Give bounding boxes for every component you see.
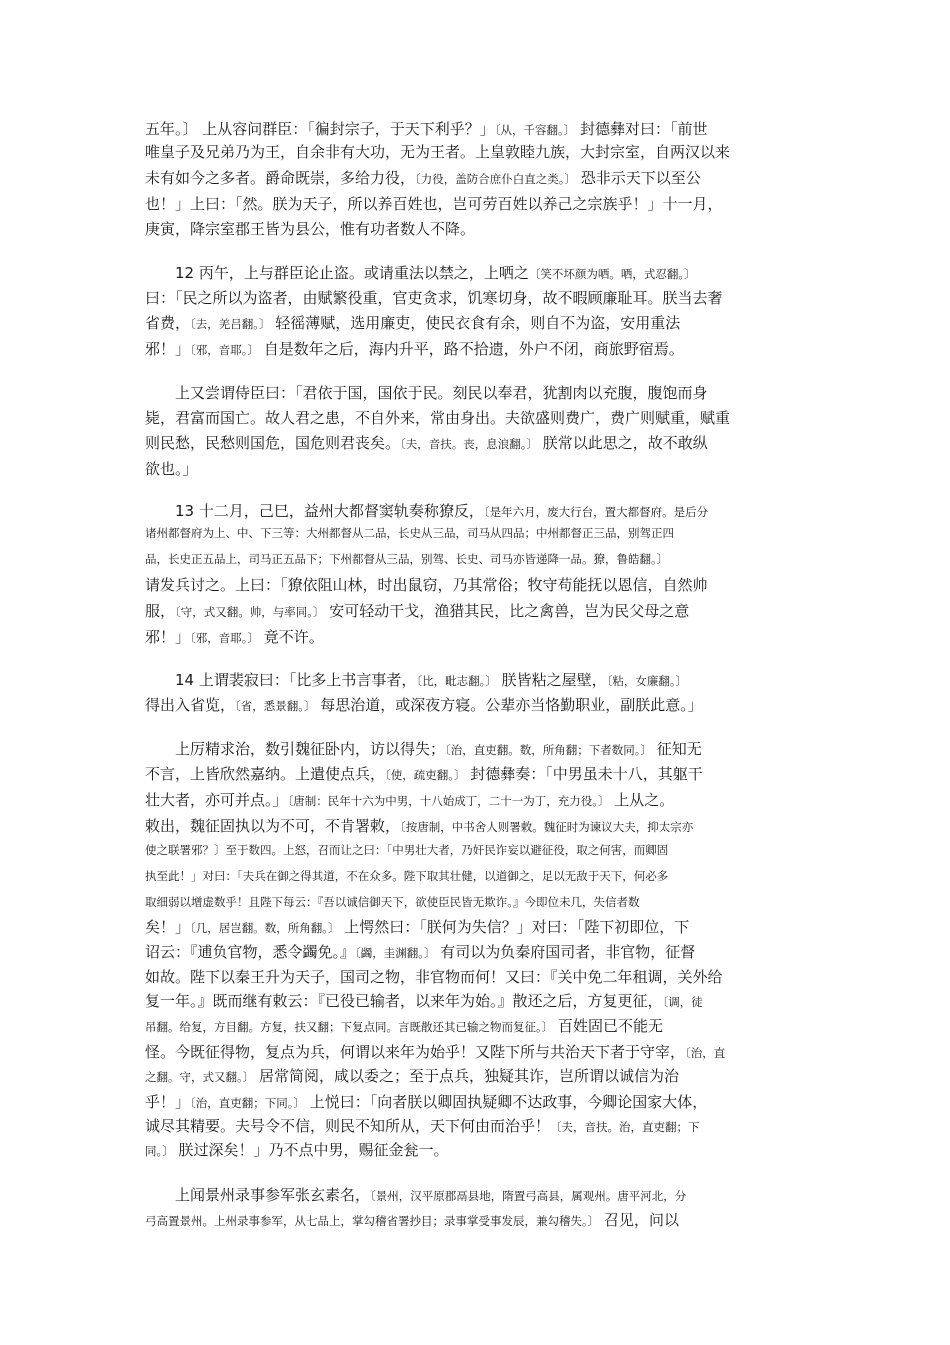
body-text: 矣！」 [145,918,191,936]
body-text: 上悦曰：「向者朕以卿固执疑卿不达政事，今卿论国家大体， [305,1093,708,1111]
text-line [145,763,813,786]
text-line [145,966,813,988]
text-line [145,626,813,649]
body-text: 征知无 [652,740,702,758]
text-line [145,789,813,812]
text-line [145,458,813,480]
body-text: 壮大者，亦可并点。」 [145,791,288,809]
annotation-note: 之翻。守，式又翻。〕 [145,1070,255,1084]
annotation-note: 〔粘，女廉翻。〕 [606,674,688,688]
body-text: 欲也。」 [145,460,198,478]
body-text: 五年。〕 上从容问群臣：「徧封宗子，于天下利乎？」 [145,120,495,138]
body-text: 未有如今之多者。爵命既崇，多给力役， [145,169,416,187]
body-text: 不言，上皆欣然嘉纳。上遣使点兵， [145,765,386,783]
text-line [145,287,813,309]
text-line [145,1115,813,1138]
body-text: 怪。今既征得物，复点为兵，何谓以来年为始乎！又陛下所与共治天下者于守宰， [145,1043,686,1061]
body-text: 上闻景州录事参军张玄素名， [145,1186,371,1204]
body-text: 则民愁，民愁则国危，国危则君丧矣。 [145,434,401,452]
text-line [145,815,813,838]
annotation-note: 〔笑不坏颜为哂。哂，式忍翻。〕 [528,267,696,281]
body-text: 百姓固已不能无 [553,1017,664,1035]
annotation-note: 〔邪，音耶。〕 [190,631,260,645]
body-text: 服， [145,602,176,620]
annotation-note: 〔治，直 [685,1046,726,1060]
body-text: 13 十二月，己巳，益州大都督窦轨奏称獠反， [145,502,484,520]
annotation-note: 吊翻。给复，方目翻。方复，扶又翻；下复点同。言既散还其已输之物而复征。〕 [145,1020,554,1034]
text-line [145,382,813,404]
annotation-note: 〔调，徒 [662,995,703,1009]
body-text: 12 丙午，上与群臣论止盗。或请重法以禁之，上哂之 [145,264,529,282]
text-line [145,738,813,761]
annotation-note: 〔省，悉景翻。〕 [235,699,316,713]
text-line [145,118,813,141]
body-text: 乎！」 [145,1093,191,1111]
annotation-note: 〔夫，音扶。治，直吏翻；下 [550,1120,700,1134]
annotation-note: 〔治，直吏翻。数，所角翻；下者数同。〕 [445,743,653,757]
text-line [145,141,813,163]
annotation-note: 〔去，羌吕翻。〕 [190,317,271,331]
body-text: 上又尝谓侍臣曰：「君依于国，国依于民。刻民以奉君，犹割肉以充腹，腹饱而身 [145,384,708,402]
body-text: 上厉精求治，数引魏征卧内，访以得失； [145,740,446,758]
annotation-note: 〔按唐制，中书舍人则署敕。魏征时为谏议大夫，抑太宗亦 [400,820,694,834]
text-line [145,218,813,240]
body-text: 每思治道，或深夜方寝。公辈亦当恪勤职业，副朕此意。」 [315,696,703,714]
text-line [145,522,813,544]
body-text: 封德彝对曰：「前世 [575,120,708,138]
body-text: 邪！」 [145,340,191,358]
body-text: 轻徭薄赋，选用廉吏，使民衣食有余，则自不为盗，安用重法 [270,314,681,332]
annotation-note: 〔蠲，圭渊翻。〕 [355,946,436,960]
body-text: 上愕然曰：「朕何为失信？」对曰：「陛下初即位，下 [339,918,690,936]
body-text: 恐非示天下以至公 [576,169,701,187]
body-text: 诚尽其精要。夫号令不信，则民不知所从，天下何由而治乎！ [145,1117,551,1135]
text-line [145,432,813,455]
body-text: 请发兵讨之。上曰：「獠依阻山林，时出鼠窃，乃其常俗；牧守苟能抚以恩信，自然帅 [145,576,708,594]
body-text: 邪！」 [145,628,191,646]
annotation-note: 使之联署邪？〕至于数四。上怒，召而让之曰：「中男壮大者，乃奸民诈妄以避征役，取之何害，而卿固 [145,843,669,857]
annotation-note: 〔是年六月，废大行台，置大都督府。是后分 [483,505,709,519]
text-line [145,193,813,215]
body-text: 毙，君富而国亡。故人君之患，不自外来，常由身出。夫欲盛则费广，费广则赋重，赋重 [145,409,731,427]
text-line [145,1041,813,1064]
text-line [145,865,813,887]
text-line [145,839,813,861]
text-line [145,312,813,335]
body-text: 省费， [145,314,191,332]
body-text: 朕皆粘之屋壁， [496,671,607,689]
text-line [145,574,813,596]
body-text: 朕过深矣！」乃不点中男，赐征金瓮一。 [173,1141,449,1159]
text-line [145,1065,813,1088]
text-line [145,548,813,570]
body-text: 诏云：『逋负官物，悉令蠲免。』 [145,943,356,961]
body-text: 竟不许。 [259,628,324,646]
text-line [145,891,813,913]
text-line [145,916,813,939]
annotation-note: 〔守，式又翻。帅，与率同。〕 [175,605,325,619]
annotation-note: 品，长史正五品上，司马正五品下；下州都督从三品，别驾、长史、司马亦皆递降一品。獠，鲁皓翻。〕 [145,552,669,566]
annotation-note: 诸州都督府为上、中、下三等：大州都督从二品，长史从三品，司马从四品；中州都督正三品，别驾正四 [145,526,674,540]
body-text: 安可轻动干戈，渔猎其民，比之禽兽，岂为民父母之意 [324,602,690,620]
text-line [145,1209,813,1232]
text-line [145,500,813,523]
body-text: 唯皇子及兄弟乃为王，自余非有大功，无为王者。上皇敦睦九族，大封宗室，自两汉以来 [145,143,731,161]
body-text: 召见，问以 [599,1211,680,1229]
text-line [145,600,813,623]
annotation-note: 〔唐制：民年十六为中男，十八始成丁，二十一为丁，充力役。〕 [287,794,610,808]
body-text: 曰：「民之所以为盗者，由赋繁役重，官吏贪求，饥寒切身，故不暇顾廉耻耳。朕当去奢 [145,289,723,307]
text-line [145,167,813,190]
body-text: 自是数年之后，海内升平，路不拾遗，外户不闭，商旅野宿焉。 [259,340,684,358]
text-line [145,338,813,361]
body-text: 朕常以此思之，故不敢纵 [538,434,708,452]
text-line [145,990,813,1013]
text-line [145,1184,813,1207]
text-line [145,1139,813,1162]
text-line [145,1091,813,1114]
annotation-note: 〔治，直吏翻；下同。〕 [190,1096,306,1110]
annotation-note: 〔力役，盖防合庶仆白直之类。〕 [415,172,577,186]
body-text: 14 上谓裴寂曰：「比多上书言事者， [145,671,417,689]
annotation-note: 〔景州，汉平原郡鬲县地，隋置弓高县，属观州。唐平河北，分 [370,1189,687,1203]
text-line [145,407,813,429]
body-text: 如故。陛下以秦王升为天子，国司之物，非官物而何！又曰：『关中免二年租调，关外给 [145,968,723,986]
text-line [145,941,813,964]
text-line [145,1015,813,1038]
text-line [145,694,813,717]
annotation-note: 〔从，千容翻。〕 [494,123,576,137]
annotation-note: 同。〕 [145,1144,174,1158]
body-text: 上从之。 [609,791,675,809]
body-text: 复一年。』既而继有敕云：『已役已输者，以来年为始。』散还之后，方复更征， [145,992,663,1010]
body-text: 庚寅，降宗室郡王皆为县公，惟有功者数人不降。 [145,220,476,238]
body-text: 也！」上曰：「然。朕为天子，所以养百姓也，岂可劳百姓以养己之宗族乎！」十一月， [145,195,723,213]
body-text: 敕出，魏征固执以为不可，不肯署敕， [145,817,401,835]
body-text: 得出入省览， [145,696,236,714]
body-text: 封德彝奏：「中男虽未十八，其躯干 [465,765,703,783]
annotation-note: 弓高置景州。上州录事参军，从七品上，掌勾稽省署抄目；录事掌受事发辰，兼勾稽失。〕 [145,1214,600,1228]
annotation-note: 执至此！」对曰：「夫兵在御之得其道，不在众多。陛下取其壮健，以道御之，足以无敌于天下，何必多 [145,869,669,883]
text-line [145,669,813,692]
annotation-note: 取细弱以增虚数乎！且陛下每云：『吾以诚信御天下，欲使臣民皆无欺诈。』今即位未几，失信者数 [145,895,640,909]
body-text: 居常简阅，咸以委之；至于点兵，独疑其诈，岂所谓以诚信为治 [254,1067,680,1085]
annotation-note: 〔比，毗志翻。〕 [416,674,497,688]
annotation-note: 〔邪，音耶。〕 [190,343,260,357]
body-text: 有司以为负秦府国司者，非官物，征督 [435,943,696,961]
text-line [145,262,813,285]
annotation-note: 〔几，居岂翻。数，所角翻。〕 [190,921,340,935]
annotation-note: 〔夫，音扶。丧，息浪翻。〕 [400,437,539,451]
annotation-note: 〔使，疏吏翻。〕 [385,768,466,782]
